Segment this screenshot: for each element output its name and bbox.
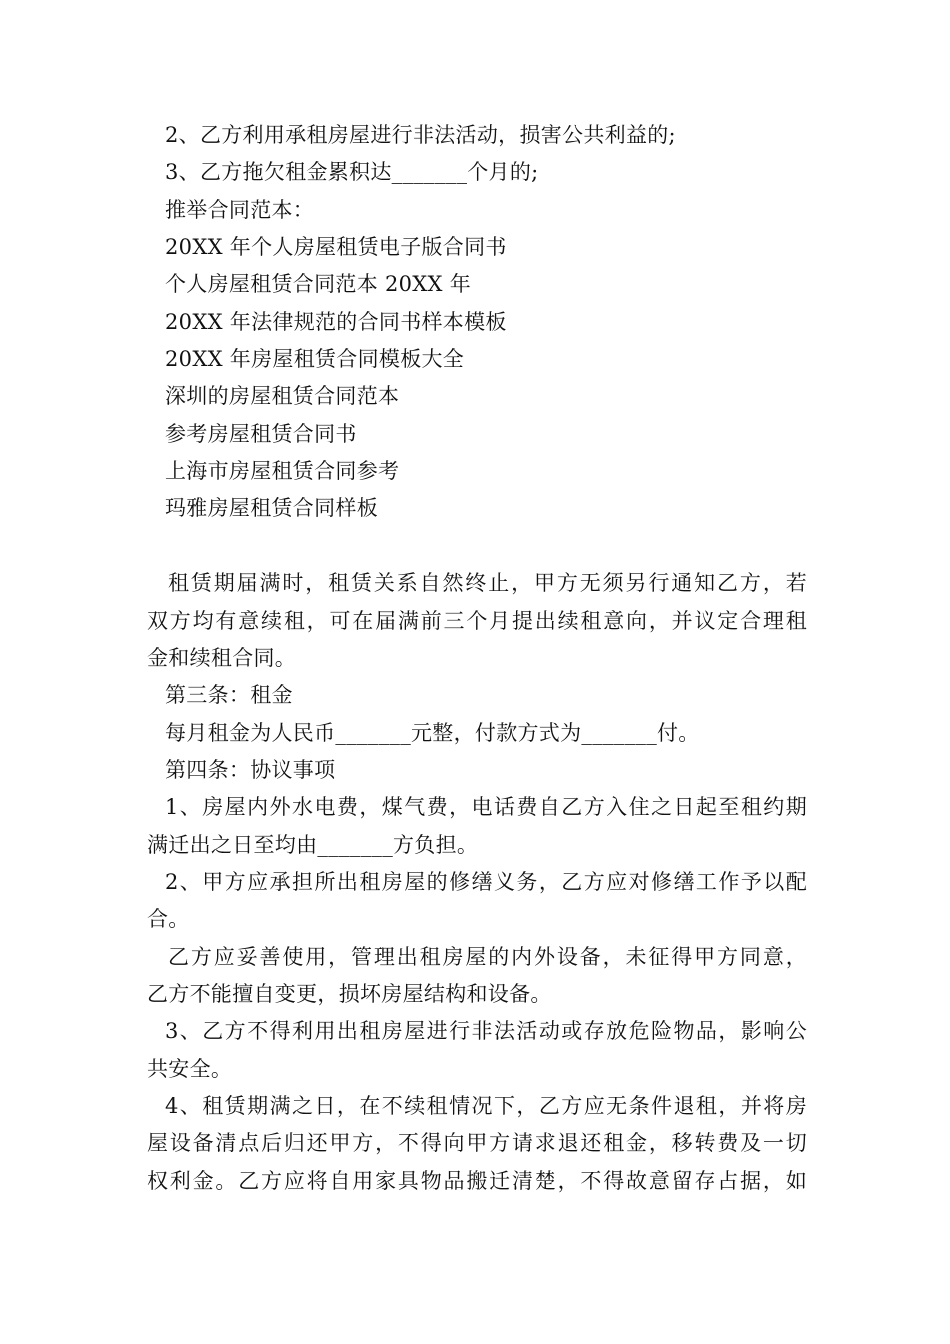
article-4-item-2-cont-line: 乙方不能擅自变更，损坏房屋结构和设备。: [147, 982, 552, 1006]
template-link[interactable]: 20XX 年房屋租赁合同模板大全: [165, 347, 465, 371]
template-link[interactable]: 20XX 年法律规范的合同书样本模板: [165, 310, 507, 334]
template-link[interactable]: 玛雅房屋租赁合同样板: [165, 496, 378, 520]
article-4-item-2-cont-line: 乙方应妥善使用，管理出租房屋的内外设备，未征得甲方同意，: [168, 945, 807, 969]
template-link[interactable]: 个人房屋租赁合同范本 20XX 年: [165, 272, 472, 296]
article-3-title: 第三条：租金: [165, 683, 293, 707]
template-link[interactable]: 深圳的房屋租赁合同范本: [165, 384, 400, 408]
template-link[interactable]: 20XX 年个人房屋租赁电子版合同书: [165, 235, 507, 259]
article-4-item-2-line: 2、甲方应承担所出租房屋的修缮义务，乙方应对修缮工作予以配: [165, 870, 807, 894]
clause-2: 2、乙方利用承租房屋进行非法活动，损害公共利益的;: [165, 123, 676, 147]
lease-expiry-line: 租赁期届满时，租赁关系自然终止，甲方无须另行通知乙方，若: [168, 571, 807, 595]
article-4-item-2-line: 合。: [147, 907, 190, 931]
template-link[interactable]: 参考房屋租赁合同书: [165, 422, 357, 446]
article-4-item-4-line: 屋设备清点后归还甲方，不得向甲方请求退还租金，移转费及一切: [147, 1131, 807, 1155]
article-4-item-3-line: 共安全。: [147, 1057, 233, 1081]
article-4-item-1-line: 1、房屋内外水电费，煤气费，电话费自乙方入住之日起至租约期: [165, 795, 807, 819]
clause-3: 3、乙方拖欠租金累积达_______个月的;: [165, 160, 539, 184]
lease-expiry-line: 双方均有意续租，可在届满前三个月提出续租意向，并议定合理租: [147, 609, 807, 633]
article-3-body: 每月租金为人民币_______元整，付款方式为_______付。: [165, 721, 700, 745]
lease-expiry-line: 金和续租合同。: [147, 646, 297, 670]
template-link[interactable]: 上海市房屋租赁合同参考: [165, 459, 400, 483]
article-4-item-3-line: 3、乙方不得利用出租房屋进行非法活动或存放危险物品，影响公: [165, 1019, 807, 1043]
article-4-item-4-line: 4、租赁期满之日，在不续租情况下，乙方应无条件退租，并将房: [165, 1094, 807, 1118]
article-4-title: 第四条：协议事项: [165, 758, 336, 782]
article-4-item-4-line: 权利金。乙方应将自用家具物品搬迁清楚，不得故意留存占据，如: [147, 1169, 807, 1193]
article-4-item-1-line: 满迁出之日至均由_______方负担。: [147, 833, 479, 857]
recommend-heading: 推举合同范本：: [165, 198, 315, 222]
